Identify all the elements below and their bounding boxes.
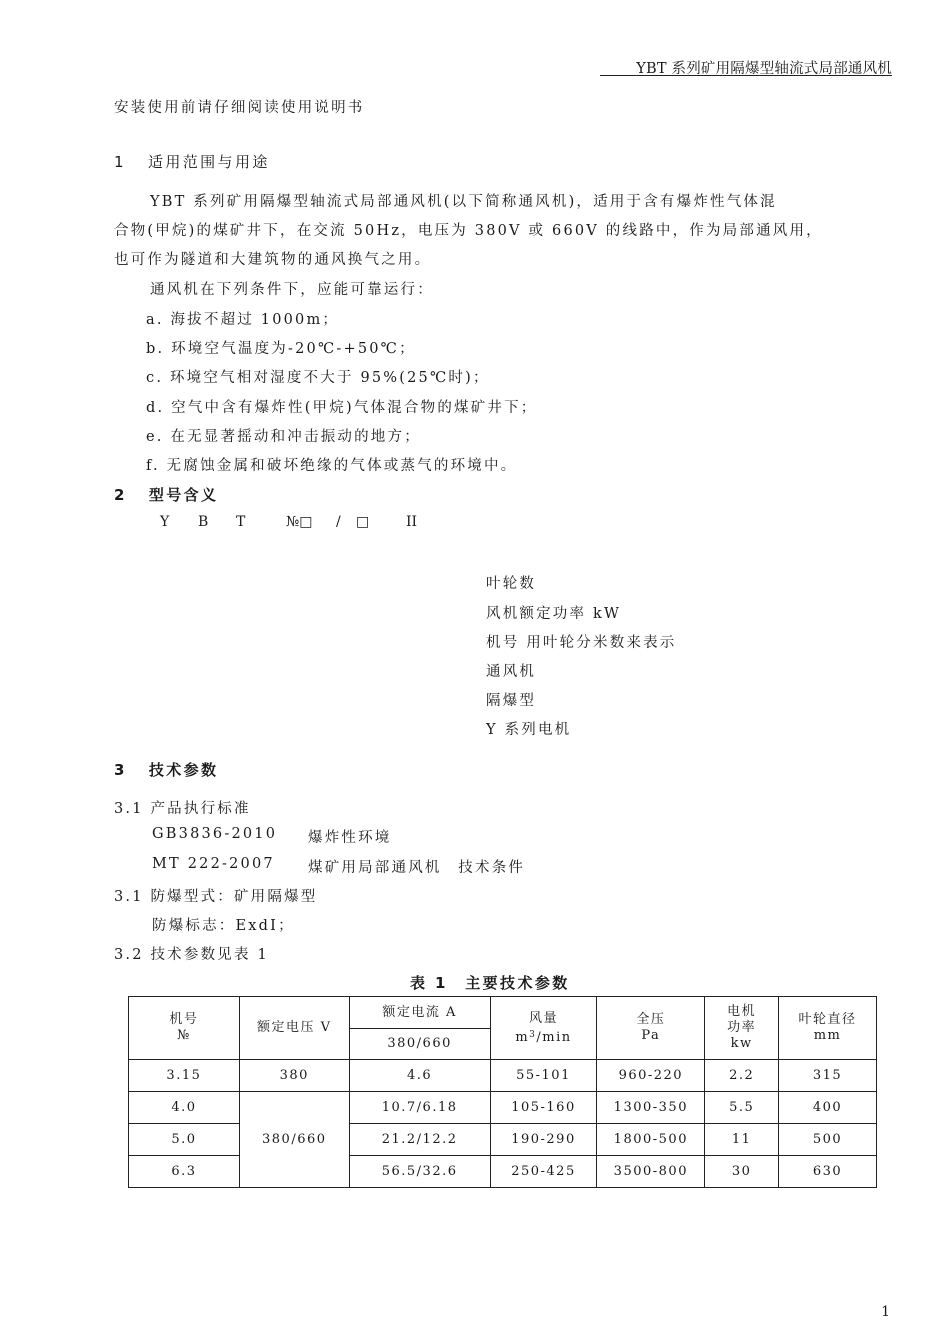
th-power: [705, 997, 779, 1060]
model-code-char-t: T: [236, 514, 246, 530]
th-flow-unit-post: /min: [536, 1029, 572, 1045]
legend-rated-power: 风机额定功率 kW: [486, 606, 622, 622]
th-power-unit: kw: [730, 1036, 753, 1051]
model-code-slash: /: [336, 514, 341, 530]
standard-2-name: 煤矿用局部通风机 技术条件: [308, 860, 526, 876]
cell-diameter: 400: [779, 1092, 877, 1124]
cell-power: 5.5: [705, 1092, 779, 1124]
legend-impeller-count: 叶轮数: [486, 576, 537, 592]
cell-flow: 55-101: [490, 1060, 597, 1092]
notice-text: 安装使用前请仔细阅读使用说明书: [114, 100, 365, 116]
cell-power: 30: [705, 1156, 779, 1188]
legend-motor-series: Y 系列电机: [486, 722, 572, 738]
subsection-explosion-type: 3.1 防爆型式：矿用隔爆型: [114, 889, 318, 905]
table-caption: 表 1 主要技术参数: [410, 974, 570, 992]
cell-current: 21.2/12.2: [349, 1124, 490, 1156]
th-power-label-2: 功率: [727, 1020, 757, 1035]
model-code-number: №□: [286, 514, 313, 530]
legend-machine-number: 机号 用叶轮分米数来表示: [486, 635, 677, 651]
th-diameter-label: 叶轮直径: [798, 1012, 857, 1027]
model-code-char-b: B: [198, 514, 209, 530]
cell-current: 4.6: [349, 1060, 490, 1092]
th-power-label-1: 电机: [727, 1004, 757, 1019]
th-model-label: 机号: [169, 1012, 199, 1027]
th-flow-label: 风量: [528, 1010, 558, 1026]
th-current: 额定电流 A: [349, 997, 490, 1029]
table-row: [129, 1060, 877, 1092]
section-1-title: 适用范围与用途: [147, 153, 270, 171]
standard-1-code: GB3836-2010: [152, 826, 278, 842]
th-diameter-unit: mm: [813, 1028, 842, 1043]
condition-b: b. 环境空气温度为-20℃-+50℃；: [146, 341, 416, 357]
th-model: [129, 997, 240, 1060]
section-2-number: 2: [114, 486, 127, 504]
th-pressure: [597, 997, 705, 1060]
cell-flow: 105-160: [490, 1092, 597, 1124]
cell-power: 11: [705, 1124, 779, 1156]
spec-table: [128, 996, 877, 1188]
cell-diameter: 500: [779, 1124, 877, 1156]
header-rule: [600, 75, 892, 76]
th-flow-unit: [491, 1027, 597, 1046]
section-3-title: 技术参数: [148, 761, 219, 779]
model-code-box: □: [356, 514, 370, 530]
model-code-roman: II: [406, 514, 418, 530]
th-model-symbol: №: [177, 1028, 191, 1043]
th-flow-unit-sup: 3: [529, 1029, 537, 1040]
th-pressure-unit: Pa: [641, 1028, 661, 1043]
section-3-heading: [114, 759, 218, 780]
model-code-char-y: Y: [160, 514, 170, 530]
section-1-heading: [114, 151, 270, 172]
cell-model: 6.3: [129, 1156, 240, 1188]
th-pressure-label: 全压: [636, 1012, 666, 1027]
standard-2-code: MT 222-2007: [152, 856, 275, 872]
running-header: YBT 系列矿用隔爆型轴流式局部通风机: [636, 61, 892, 77]
th-current-voltages: 380/660: [349, 1029, 490, 1060]
th-voltage: 额定电压 V: [239, 997, 349, 1060]
cell-current: 56.5/32.6: [349, 1156, 490, 1188]
legend-fan: 通风机: [486, 664, 537, 680]
cell-diameter: 630: [779, 1156, 877, 1188]
cell-flow: 190-290: [490, 1124, 597, 1156]
section-1-number: 1: [114, 153, 126, 171]
section-3-number: 3: [114, 761, 127, 779]
cell-model: 4.0: [129, 1092, 240, 1124]
condition-d: d. 空气中含有爆炸性(甲烷)气体混合物的煤矿井下；: [146, 400, 538, 416]
section-1-para-line-1: YBT 系列矿用隔爆型轴流式局部通风机(以下简称通风机)，适用于含有爆炸性气体混: [150, 194, 777, 210]
cell-voltage: 380: [239, 1060, 349, 1092]
table-row: [129, 1092, 877, 1124]
condition-e: e. 在无显著摇动和冲击振动的地方；: [146, 429, 421, 445]
cell-flow: 250-425: [490, 1156, 597, 1188]
section-1-para-line-3: 也可作为隧道和大建筑物的通风换气之用。: [114, 252, 432, 268]
cell-pressure: 960-220: [597, 1060, 705, 1092]
section-1-para-line-2: 合物(甲烷)的煤矿井下，在交流 50Hz，电压为 380V 或 660V 的线路中，作为局部通风用，: [114, 223, 823, 239]
condition-f: f. 无腐蚀金属和破坏绝缘的气体或蒸气的环境中。: [146, 458, 518, 474]
subsection-3-2-params: 3.2 技术参数见表 1: [114, 947, 269, 963]
conditions-intro: 通风机在下列条件下，应能可靠运行：: [150, 282, 434, 298]
subsection-3-1-standards: 3.1 产品执行标准: [114, 801, 251, 817]
cell-pressure: 1300-350: [597, 1092, 705, 1124]
explosion-mark: 防爆标志：ExdI；: [152, 918, 295, 934]
cell-power: 2.2: [705, 1060, 779, 1092]
section-2-title: 型号含义: [148, 486, 219, 504]
cell-current: 10.7/6.18: [349, 1092, 490, 1124]
section-2-heading: [114, 484, 218, 505]
cell-model: 3.15: [129, 1060, 240, 1092]
condition-a: a. 海拔不超过 1000m；: [146, 312, 340, 328]
cell-pressure: 1800-500: [597, 1124, 705, 1156]
th-flow-unit-pre: m: [515, 1029, 530, 1045]
legend-flameproof: 隔爆型: [486, 693, 537, 709]
cell-voltage-merged: 380/660: [239, 1092, 349, 1188]
page-number: 1: [881, 1304, 890, 1320]
th-diameter: [779, 997, 877, 1060]
cell-pressure: 3500-800: [597, 1156, 705, 1188]
standard-1-name: 爆炸性环境: [308, 830, 392, 846]
cell-diameter: 315: [779, 1060, 877, 1092]
th-flow: [490, 997, 597, 1060]
condition-c: c. 环境空气相对湿度不大于 95%(25℃时)；: [146, 370, 490, 386]
cell-model: 5.0: [129, 1124, 240, 1156]
